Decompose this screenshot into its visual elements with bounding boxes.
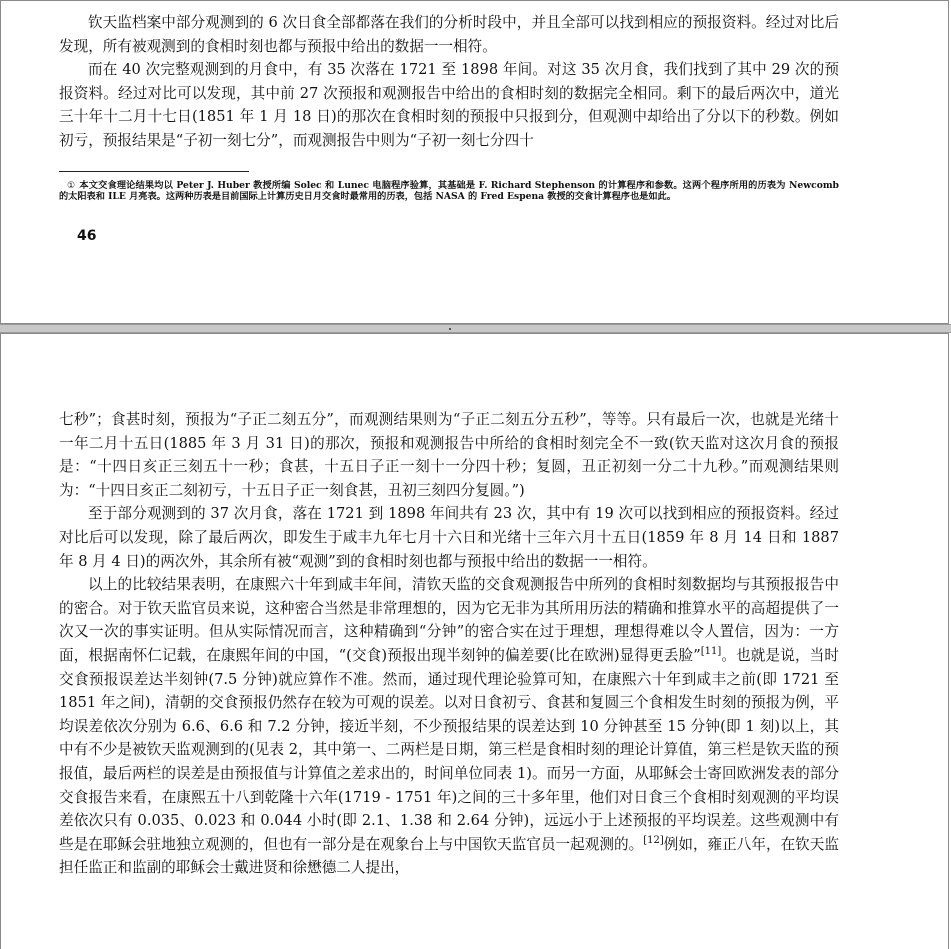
paragraph xyxy=(59,573,839,880)
paragraph-text: 。也就是说，当时交食预报误差达半刻钟(7.5 分钟)就应算作不准。然而，通过现代理论验算可知，在康熙六十年到咸丰之前(即 1721 至 1851 年之间)，清朝的交食预报仍然存在较为可观的误差。以对日食初亏、食甚和复圆三个食相发生时刻的预报为例，平均误差依次分别为 6.6、6.6 和 7.2 分钟，接近半刻，不少预报结果的误差达到 10 分钟甚至 15 分钟(即 1 刻)以上，其中有不少是被钦天监观测到的(见表 2，其中第一、二两栏是日期，第三栏是食相时刻的理论计算值，第三栏是钦天监的预报值，最后两栏的误差是由预报值与计算值之差求出的，时间单位同表 1)。而另一方面，从耶稣会士寄回欧洲发表的部分交食报告来看，在康熙五十八到乾隆十六年(1719 - 1751 年)之间的三十多年里，他们对日食三个食相时刻观测的平均误差依次只有 0.035、0.023 和 0.044 小时(即 2.1、1.38 和 2.64 分钟)，远远小于上述预报的平均误差。这些观测中有些是在耶稣会驻地独立观测的，但也有一部分是在观象台上与中国钦天监官员一起观测的。 xyxy=(59,646,839,853)
footnote xyxy=(59,180,839,202)
page-47-body xyxy=(59,408,839,880)
page-46-body xyxy=(59,11,839,153)
paragraph-text: 以上的比较结果表明，在康熙六十年到咸丰年间，清钦天监的交食观测报告中所列的食相时刻数据均与其预报报告中的密合。对于钦天监官员来说，这种密合当然是非常理想的，因为它无非为其所用历法的精确和推算水平的高超提供了一次又一次的事实证明。但从实际情况而言，这种精确到“分钟”的密合实在过于理想，理想得难以令人置信，因为：一方面，根据南怀仁记载，在康熙年间的中国，“(交食)预报出现半刻钟的偏差要(比在欧洲)显得更丢脸” xyxy=(59,576,839,664)
paragraph: 至于部分观测到的 37 次月食，落在 1721 到 1898 年间共有 23 次，其中有 19 次可以找到相应的预报资料。经过对比后可以发现，除了最后两次，即发生于咸丰九年七月十六日和光绪十三年六月十五日(1859 年 8 月 14 日和 1887 年 8 月 4 日)的两次外，其余所有被“观测”到的食相时刻也都与预报中给出的数据一一相符。 xyxy=(59,505,839,570)
footnote-rule xyxy=(59,171,249,172)
citation-ref[interactable]: [11] xyxy=(700,646,722,658)
page-separator xyxy=(0,324,951,333)
paragraph: 钦天监档案中部分观测到的 6 次日食全部都落在我们的分析时段中，并且全部可以找到相应的预报资料。经过对比后发现，所有被观测到的食相时刻也都与预报中给出的数据一一相符。 xyxy=(59,14,839,55)
footnote-marker: ① xyxy=(67,180,76,191)
citation-ref[interactable]: [12] xyxy=(643,834,664,846)
separator-dot xyxy=(449,328,451,330)
page-number: 46 xyxy=(77,228,97,244)
pdf-page-46 xyxy=(0,0,949,324)
paragraph: 七秒”；食甚时刻，预报为“子正二刻五分”，而观测结果则为“子正二刻五分五秒”，等等。只有最后一次，也就是光绪十一年二月十五日(1885 年 3 月 31 日)的那次，预报和观测报告中所给的食相时刻完全不一致(钦天监对这次月食的预报是：“十四日亥正三刻五十一秒；食甚，十五日子正一刻十一分四十秒；复圆，丑正初刻一分二十九秒。”而观测结果则为：“十四日亥正二刻初亏，十五日子正一刻食甚，丑初三刻四分复圆。”) xyxy=(59,411,839,499)
paragraph-text: 例如，雍正八年，在钦天监担任监正和监副的耶稣会士戴进贤和徐懋德二人提出， xyxy=(59,835,839,877)
pdf-page-47 xyxy=(0,333,949,949)
footnote-text: 本文交食理论结果均以 Peter J. Huber 教授所编 Solec 和 Lunec 电脑程序验算，其基础是 F. Richard Stephenson 的计算程序和参数。这两个程序所用的历表为 Newcomb 的太阳表和 ILE 月亮表。这两种历表是目前国际上计算历史日月交食时最常用的历表，包括 NASA 的 Fred Espena 教授的交食计算程序也是如此。 xyxy=(59,180,839,203)
paragraph: 而在 40 次完整观测到的月食中，有 35 次落在 1721 至 1898 年间。对这 35 次月食，我们找到了其中 29 次的预报资料。经过对比可以发现，其中前 27 次预报和观测报告中给出的食相时刻的数据完全相同。剩下的最后两次中，道光三十年十二月十七日(1851 年 1 月 18 日)的那次在食相时刻的预报中只报到分，但观测中却给出了分以下的秒数。例如初亏，预报结果是“子初一刻七分”，而观测报告中则为“子初一刻七分四十 xyxy=(59,61,839,149)
